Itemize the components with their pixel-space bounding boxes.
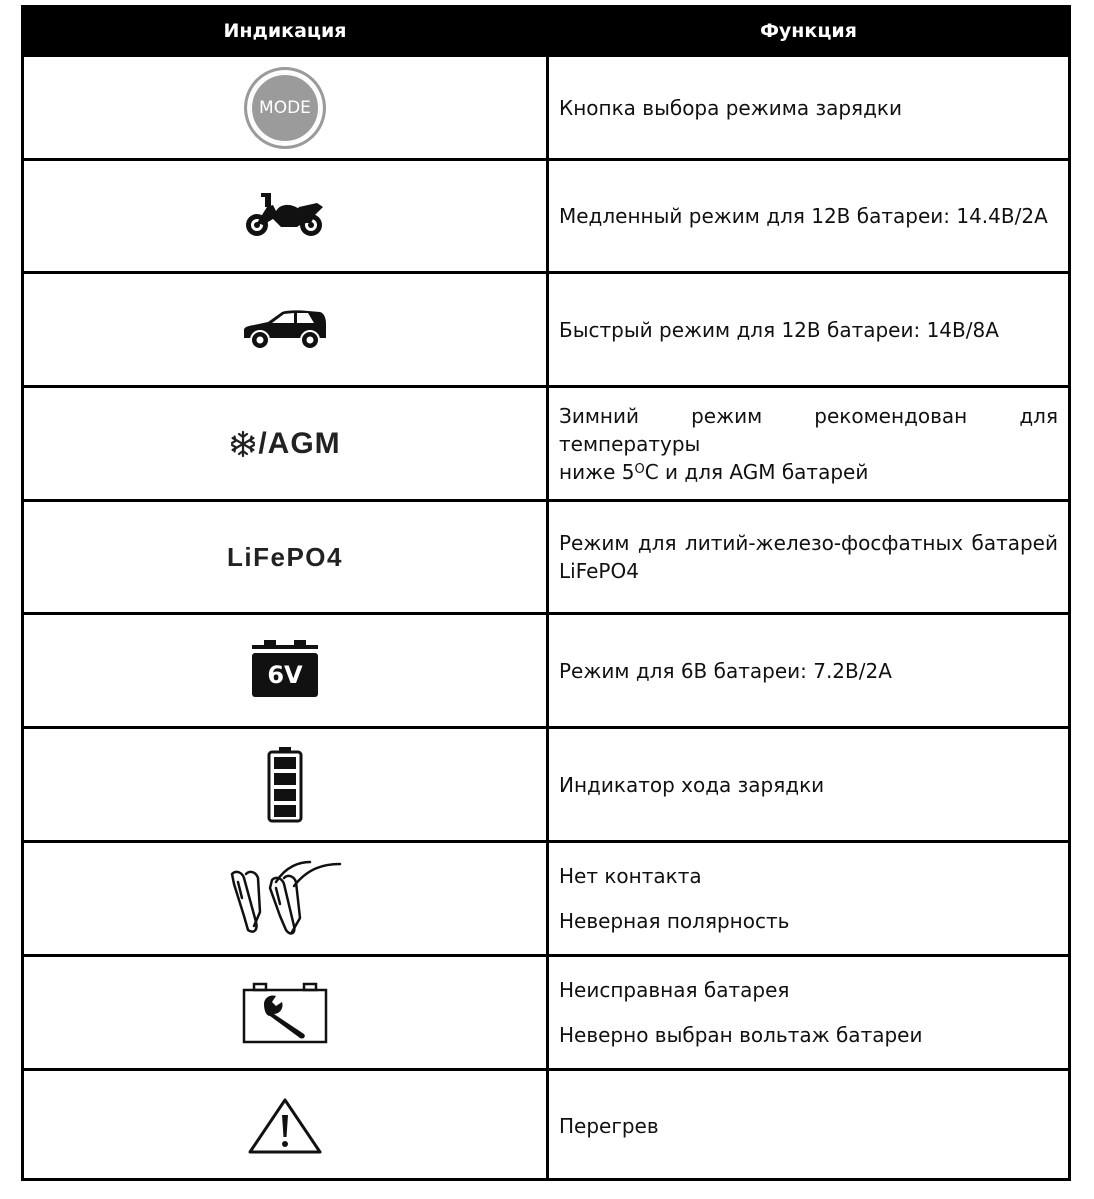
function-text: Режим для 6В батареи: 7.2В/2А [559,658,892,683]
function-cell [559,615,1058,726]
indication-table [21,5,1071,1181]
indication-cell [24,57,546,158]
table-header [24,8,1068,57]
indication-cell [24,729,546,840]
function-text: Перегрев [559,1114,659,1138]
table-row [24,1071,1068,1181]
function-text: LiFePO4 [559,559,639,583]
snowflake-icon [229,430,257,458]
function-cell [559,1071,1058,1181]
table-row [24,502,1068,612]
snowflake-agm-icon: /AGM [229,427,340,461]
function-cell [559,957,1058,1068]
indication-cell [24,161,546,271]
function-cell [559,57,1058,158]
function-text: Неисправная батарея [559,978,790,1002]
table-row [24,615,1068,726]
indication-cell [24,502,546,612]
table-row [24,388,1068,499]
function-cell [559,161,1058,271]
function-text: Индикатор хода зарядки [559,772,825,797]
function-cell [559,388,1058,499]
battery-6v-icon: 6V [252,645,318,697]
mode-button-icon: MODE [244,67,326,149]
function-text: ниже $5^OС$ и для AGM батарей [559,459,869,484]
warning-triangle-icon [247,1097,323,1155]
function-text: Неверно выбран вольтаж батареи [559,1023,923,1047]
function-text: Медленный режим для 12В батареи: 14.4В/2А [559,204,1048,228]
function-text: Кнопка выбора режима зарядки [559,95,902,120]
function-text: Нет контакта [559,864,702,888]
motorcycle-icon [243,193,327,239]
function-cell [559,729,1058,840]
function-cell [559,502,1058,612]
header-indication: Индикация [223,20,347,42]
function-text: Зимний режим рекомендован для температуры [559,403,1058,456]
indication-cell [24,843,546,954]
lifepo4-label: LiFePO4 [227,541,343,572]
car-icon [242,308,328,352]
table-row [24,843,1068,954]
indication-cell [24,615,546,726]
indication-cell [24,1071,546,1181]
function-text: Быстрый режим для 12В батареи: 14В/8А [559,317,999,342]
indication-cell [24,957,546,1068]
function-cell [559,843,1058,954]
indication-cell [24,274,546,385]
function-text: Неверная полярность [559,909,790,933]
table-row [24,957,1068,1068]
battery-wrench-icon [240,982,330,1044]
table-row [24,161,1068,271]
table-row [24,57,1068,158]
clamps-icon [228,860,342,938]
table-row [24,729,1068,840]
table-row [24,274,1068,385]
charging-progress-icon [267,747,303,823]
function-cell [559,274,1058,385]
header-function: Функция [760,20,857,42]
function-text: Режим для литий-железо-фосфатных батарей [559,531,1058,555]
indication-cell [24,388,546,499]
